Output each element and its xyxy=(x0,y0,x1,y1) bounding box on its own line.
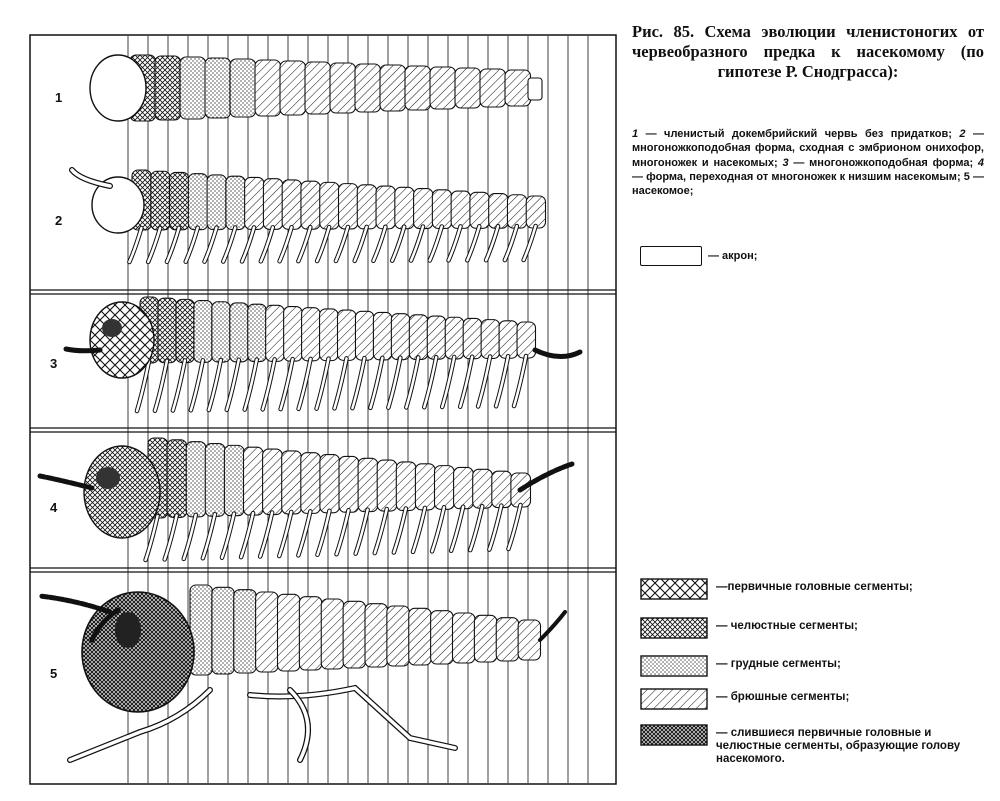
swatch-dots xyxy=(640,655,708,677)
body-segment xyxy=(155,56,181,120)
body-segment xyxy=(321,599,343,669)
row-label-4: 4 xyxy=(50,500,58,515)
item-text-3: — многоножкоподобная форма; xyxy=(793,156,974,169)
body-segment xyxy=(180,57,206,119)
head xyxy=(84,446,160,538)
body-segment xyxy=(355,64,381,112)
body-segment xyxy=(489,194,508,229)
body-segment xyxy=(365,604,387,667)
body-segment xyxy=(451,191,470,228)
body-segment xyxy=(320,455,340,513)
body-segment xyxy=(194,301,212,363)
eye xyxy=(102,319,122,337)
body-segment xyxy=(396,462,416,511)
body-segment xyxy=(405,66,431,110)
item-text-1: — членистый докембрийский червь без придатков; xyxy=(645,128,952,140)
body-segment xyxy=(255,60,281,116)
figure-title: Рис. 85. Схема эволюции членистоногих от червеобразного предка к насекомому (по гипотезе Р. Снодграсса): xyxy=(632,22,984,81)
body-segment xyxy=(481,320,499,359)
head xyxy=(90,302,154,378)
body-segment xyxy=(230,303,248,362)
body-segment xyxy=(380,65,406,111)
body-segment xyxy=(526,196,545,228)
swatch-cross-small xyxy=(640,617,708,639)
body-segment xyxy=(474,615,496,662)
body-segment xyxy=(263,449,283,514)
body-segment xyxy=(480,69,506,107)
body-segment xyxy=(284,307,302,362)
body-segment xyxy=(226,176,245,229)
body-segment xyxy=(305,62,331,114)
body-segment xyxy=(338,310,356,360)
figure-description xyxy=(632,127,984,198)
body-segment xyxy=(414,189,433,229)
body-segment xyxy=(518,620,540,660)
body-segment xyxy=(376,186,395,229)
body-segment xyxy=(248,304,266,361)
body-segment xyxy=(320,309,338,361)
body-segment xyxy=(212,302,230,362)
body-segment xyxy=(256,592,278,672)
body-segment xyxy=(151,171,170,230)
acron xyxy=(90,55,146,121)
swatch-cross-large xyxy=(640,578,708,600)
body-segment xyxy=(499,321,517,358)
body-segment xyxy=(186,442,206,517)
item-num-4: 4 xyxy=(977,156,985,169)
body-segment xyxy=(463,318,481,358)
row-label-2: 2 xyxy=(55,213,63,228)
body-segment xyxy=(302,308,320,361)
body-segment xyxy=(391,314,409,360)
body-segment xyxy=(445,317,463,359)
item-num-1: 1 xyxy=(632,128,639,140)
legend-label: — брюшные сегменты; xyxy=(716,691,850,703)
body-segment xyxy=(299,597,321,670)
body-segment xyxy=(207,175,226,230)
acron-swatch xyxy=(640,246,702,266)
row-label-3: 3 xyxy=(50,356,58,371)
eye xyxy=(96,467,120,489)
body-segment xyxy=(357,185,376,229)
body-segment xyxy=(415,464,435,510)
body-segment xyxy=(453,613,475,663)
body-segment xyxy=(339,456,359,512)
acron-label: — акрон; xyxy=(708,250,758,262)
body-segment xyxy=(205,444,225,517)
body-segment xyxy=(409,608,431,665)
body-segment xyxy=(280,61,306,115)
body-segment xyxy=(167,440,187,518)
body-segment xyxy=(330,63,356,113)
item-num-3: 3 xyxy=(782,156,789,169)
body-segment xyxy=(301,453,321,514)
legend-label: — слившиеся первичные головные и челюстные сегменты, образующие голову насекомого. xyxy=(716,727,961,765)
body-segment xyxy=(301,181,320,229)
body-segment xyxy=(431,611,453,664)
body-segment xyxy=(176,299,194,362)
row-label-1: 1 xyxy=(55,90,63,105)
body-segment xyxy=(492,471,512,507)
body-segment xyxy=(339,184,358,229)
body-segment xyxy=(355,311,373,360)
body-segment xyxy=(230,59,256,117)
body-segment xyxy=(244,447,264,515)
body-segment xyxy=(387,606,409,666)
body-segment xyxy=(170,172,189,229)
body-segment xyxy=(373,312,391,359)
swatch-cross-dense xyxy=(640,724,708,746)
item-num-2: 2 xyxy=(959,128,966,140)
legend-label: — челюстные сегменты; xyxy=(716,620,858,632)
legend-label: —первичные головные сегменты; xyxy=(716,581,913,593)
body-segment xyxy=(188,174,207,230)
item-text-4: — форма, переходная от многоножек к низшим насекомым; 5 — насекомое; xyxy=(632,170,984,198)
body-segment xyxy=(409,315,427,360)
body-segment xyxy=(496,618,518,661)
tail-segment xyxy=(528,78,542,100)
body-segment xyxy=(505,70,531,106)
body-segment xyxy=(212,587,234,674)
body-segment xyxy=(427,316,445,359)
body-segment xyxy=(473,469,493,508)
body-segment xyxy=(377,460,397,511)
body-segment xyxy=(320,182,339,229)
body-segment xyxy=(224,445,244,515)
body-segment xyxy=(435,466,455,510)
body-segment xyxy=(278,594,300,671)
body-segment xyxy=(430,67,456,109)
swatch-hatch xyxy=(640,688,708,710)
body-segment xyxy=(454,467,474,508)
body-segment xyxy=(234,590,256,673)
row-label-5: 5 xyxy=(50,666,58,681)
body-segment xyxy=(507,195,526,228)
body-segment xyxy=(343,601,365,668)
acron-legend xyxy=(632,245,992,267)
body-segment xyxy=(470,192,489,228)
legend-label: — грудные сегменты; xyxy=(716,658,841,670)
eye xyxy=(115,612,141,648)
body-segment xyxy=(282,180,301,229)
body-segment xyxy=(205,58,231,118)
item-text-2: — многоножкоподобная форма, сходная с эмбрионом онихофор, многоножек и насекомых; xyxy=(632,128,984,169)
body-segment xyxy=(158,298,176,363)
antenna xyxy=(66,349,100,351)
body-segment xyxy=(266,305,284,361)
body-segment xyxy=(358,458,378,511)
body-segment xyxy=(245,177,264,229)
body-segment xyxy=(282,451,302,514)
body-segment xyxy=(517,322,535,358)
body-segment xyxy=(432,190,451,229)
body-segment xyxy=(455,68,481,108)
body-segment xyxy=(395,187,414,228)
body-segment xyxy=(263,179,282,230)
